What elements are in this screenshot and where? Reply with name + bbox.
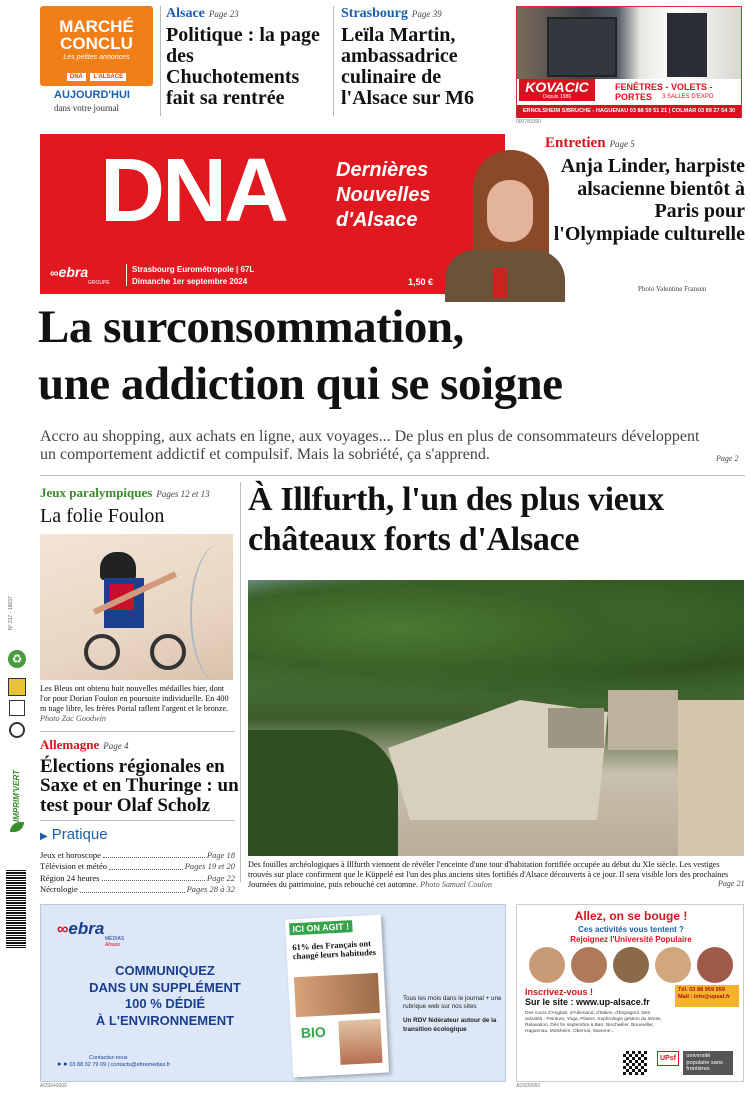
ad-kovacic[interactable] [516,6,742,118]
up-logo [657,1051,733,1075]
pratique-header [40,826,235,844]
pratique-row-page: Page 18 [206,850,235,860]
kovacic-door2 [667,13,707,77]
ebra-contact-line [57,1061,170,1068]
ebra-line-2: DANS UN SUPPLÉMENT [89,979,241,995]
up-logo-mark: UPsf [657,1051,679,1066]
ebra-contact-text: 03 88 32 79 09 | contacts@ebramedias.fr [69,1062,171,1068]
pratique-row-label: Télévision et météo [40,861,108,872]
germany-page: Page 4 [103,741,129,751]
germany-section[interactable] [40,736,240,815]
castle-page-ref: Page 21 [718,879,745,888]
germany-headline: Élections régionales en Saxe et en Thuringe : un test pour Olaf Scholz [40,756,239,816]
kovacic-door [547,17,617,77]
interview-credit: Photo Valentine Fransen [638,285,707,293]
teaser-alsace-headline: Politique : la page des Chuchotements fait sa rentrée [166,24,320,109]
up-contact-box [675,985,739,1007]
main-headline-line2[interactable]: une addiction qui se soigne [38,358,563,410]
kovacic-brand-sub: Depuis 1986 [542,94,572,100]
up-title: Allez, on se bouge ! [574,909,688,923]
ebra-contact [57,1055,170,1068]
para-section[interactable] [40,484,235,526]
teaser-alsace[interactable] [166,4,326,109]
ebra-ref: ADS649300 [40,1083,67,1089]
teaser-strasbourg[interactable] [341,4,506,109]
para-caption [40,684,235,723]
pratique-list [40,850,235,896]
interview-kicker: Entretien [545,135,606,151]
para-page: Pages 12 et 13 [156,489,210,499]
interview-page: Page 5 [609,139,635,149]
ebra-line-4: À L'ENVIRONNEMENT [95,1012,235,1028]
ad-university[interactable] [516,904,744,1082]
pratique-row-leader [80,884,185,892]
sidebar-imprim: IMPRIM'VERT [12,770,21,822]
marche-dna-tag: DNA [67,73,86,81]
kovacic-brand: KOVACIC [525,79,589,95]
recycle-icon: ♻ [8,650,26,668]
masthead-name-1: Dernières [336,159,429,181]
ebra-ad-brand-sub2: Alsace [105,942,121,948]
mag-photo [294,973,380,1017]
ebra-blurb-1: Tous les mois dans le journal + une rubrique web sur nos sites [403,995,502,1011]
masthead-logo: DNA [100,141,286,241]
pratique-row-leader [103,850,205,858]
masthead-name-3: d'Alsace [336,209,418,231]
divider [40,820,235,821]
pratique-row-label: Région 24 heures [40,872,100,883]
ad-ebra[interactable] [40,904,506,1082]
teaser-alsace-page: Page 23 [208,9,239,19]
pratique-row-page: Pages 19 et 20 [184,861,235,872]
castle-headline-line2[interactable]: châteaux forts d'Alsace [248,521,580,558]
mag-photo2 [338,1019,382,1065]
para-photo [40,534,233,680]
social-icons: ● ● [57,1061,70,1068]
para-kicker: Jeux paralympiques [40,485,153,500]
up-sub2: Rejoignez l'Université Populaire [570,935,692,944]
castle-photo [248,580,744,856]
pratique-row[interactable] [40,861,235,872]
castle-credit: Photo Samuel Coulon [420,879,492,889]
masthead-group [50,264,110,286]
pratique-section[interactable] [40,826,235,896]
today-sub: dans votre journal [54,103,119,113]
masthead-name-2: Nouvelles [336,184,431,206]
ebra-icon: ∞ [50,266,59,280]
pratique-row-leader [109,861,183,869]
up-sub1: Ces activités vous tentent ? [578,925,684,934]
ebra-ad-brand: ebra [68,919,105,938]
mag-bio: BIO [300,1023,327,1041]
ebra-magazine [285,915,389,1078]
teaser-strasbourg-kicker: Strasbourg [341,6,408,21]
teaser-strasbourg-page: Page 39 [411,9,442,19]
divider [40,731,235,732]
main-page-ref: Page 2 [716,454,739,463]
mag-headline: 61% des Français ont changé leurs habitudes [292,938,377,962]
para-credit: Photo Zac Goodwin [40,713,106,723]
up-photo-3 [613,947,649,983]
marche-sub: Les petites annonces [63,54,130,61]
ebra-ad-logo [57,919,124,948]
main-deck: Accro au shopping, aux achats en ligne, aux voyages... De plus en plus de consommateurs développent un comportement addictif et compulsif. Mais la sobriété, ça s'apprend. [40,428,700,464]
ebra-ad-text [51,963,279,1029]
kovacic-contacts: ERNOLSHEIM S/BRUCHE - HAGUENAU 03 88 59 51 21 | COLMAR 03 89 27 54 30 [517,105,741,118]
up-photo-5 [697,947,733,983]
qr-code-icon [623,1051,647,1075]
info-icon [9,722,25,738]
pratique-title: Pratique [51,826,108,843]
ebra-line-1: COMMUNIQUEZ [115,963,215,978]
pratique-row-page: Page 22 [206,872,235,883]
pratique-row-label: Nécrologie [40,884,78,895]
germany-kicker: Allemagne [40,737,100,752]
up-logo-text: université populaire sans frontières [683,1051,733,1075]
pratique-row-label: Jeux et horoscope [40,850,101,860]
ebra-line-3: 100 % DÉDIÉ [124,996,206,1011]
kovacic-ref: 000783300 [516,119,542,125]
pratique-row-leader [102,873,205,881]
up-site[interactable]: Sur le site : www.up-alsace.fr [525,997,650,1007]
leaf-icon [10,822,24,832]
mag-title: ICI ON AGIT ! [289,920,352,935]
kovacic-logo [519,79,595,101]
up-phone: Tél. 03 88 959 959 [678,987,725,993]
up-ref: ADS09050 [516,1083,541,1089]
castle-caption-text: Des fouilles archéologiques à Illfurth viennent de révéler l'enceinte d'une tour d'habitation fortifiée occupée au début du XIe siècle. Les vestiges trouvés sur place confirment que le Küppelé est l'un des plus anciens sites fortifiés d'Alsace découverts à ce jour. Il sera visible lors des prochaines Journées du patrimoine, puis rebouché cet automne. [248,860,729,889]
sidebar-strip [4,596,32,900]
pratique-row[interactable] [40,873,235,884]
pratique-row-page: Pages 28 à 32 [186,884,235,895]
main-headline-line1[interactable]: La surconsommation, [38,301,464,353]
teaser-interview[interactable] [545,134,745,152]
kovacic-products: FENÊTRES - VOLETS - PORTES [615,82,713,102]
ebra-infinity-icon: ∞ [57,921,69,938]
masthead-edition: Strasbourg Eurométropole | 67L [132,265,255,274]
marche-title-2: CONCLU [60,34,133,53]
ebra-contact-label: Contactez-nous [89,1055,128,1061]
triangle-icon: ▶ [40,831,48,842]
today-label: AUJOURD'HUI [54,89,130,101]
marche-conclu-orange [40,6,153,86]
pratique-row[interactable] [40,884,235,895]
barcode [6,870,26,948]
ebra-blurb-2: Un RDV fédérateur autour de la transition écologique [403,1017,497,1033]
castle-caption [248,860,744,890]
pratique-row[interactable] [40,850,235,861]
ebra-blurb [403,995,503,1034]
up-signup: Inscrivez-vous ! [525,987,594,997]
paper-icon [9,700,25,716]
up-mail: Mail : info@upsaf.fr [678,994,731,1001]
divider [240,482,241,882]
teaser-strasbourg-headline: Leïla Martin, ambassadrice culinaire de l'Alsace sur M6 [341,24,474,109]
marche-conclu-box[interactable] [40,6,153,116]
divider [333,6,334,116]
up-details: Des cours d'Anglais, d'Allemand, d'Italien, d'Espagnol. Des activités : Peinture, Yoga, Pilates, Sophrologie gestion du stress, Relaxation. Dès fin septembre à Barr, Bischwiller, Bouxwiller, Haguenau, Molsheim, Obernai, Saverne... [525,1011,662,1034]
marche-alsace-tag: L'ALSACE [90,73,126,81]
para-caption-text: Les Bleus ont obtenu huit nouvelles médailles hier, dont l'or pour Dorian Foulon en poursuite individuelle. En 400 m nage libre, les frères Portal raflent l'argent et le bronze. [40,684,229,713]
castle-headline-line1[interactable]: À Illfurth, l'un des plus vieux [248,481,664,518]
masthead-group-sub: GROUPE [88,280,110,286]
masthead-price: 1,50 € [408,277,434,287]
divider [40,475,745,476]
ebra-ad-brand-sub: MÉDIAS [105,936,125,942]
interview-headline[interactable]: Anja Linder, harpiste alsacienne bientôt à Paris pour l'Olympiade culturelle [553,155,745,245]
para-headline: La folie Foulon [40,505,165,527]
divider [160,6,161,116]
up-photo-2 [571,947,607,983]
label-icon [8,678,26,696]
masthead-info-sep [126,264,127,286]
up-photo-1 [529,947,565,983]
marche-title-1: MARCHÉ [59,17,134,36]
kovacic-showrooms: 3 SALLES D'EXPO [662,94,714,100]
up-photo-4 [655,947,691,983]
teaser-alsace-kicker: Alsace [166,6,205,21]
sidebar-code: N° 217 - 18637 [8,596,14,630]
masthead-date: Dimanche 1er septembre 2024 [132,277,248,286]
masthead-group-name: ebra [58,264,89,280]
